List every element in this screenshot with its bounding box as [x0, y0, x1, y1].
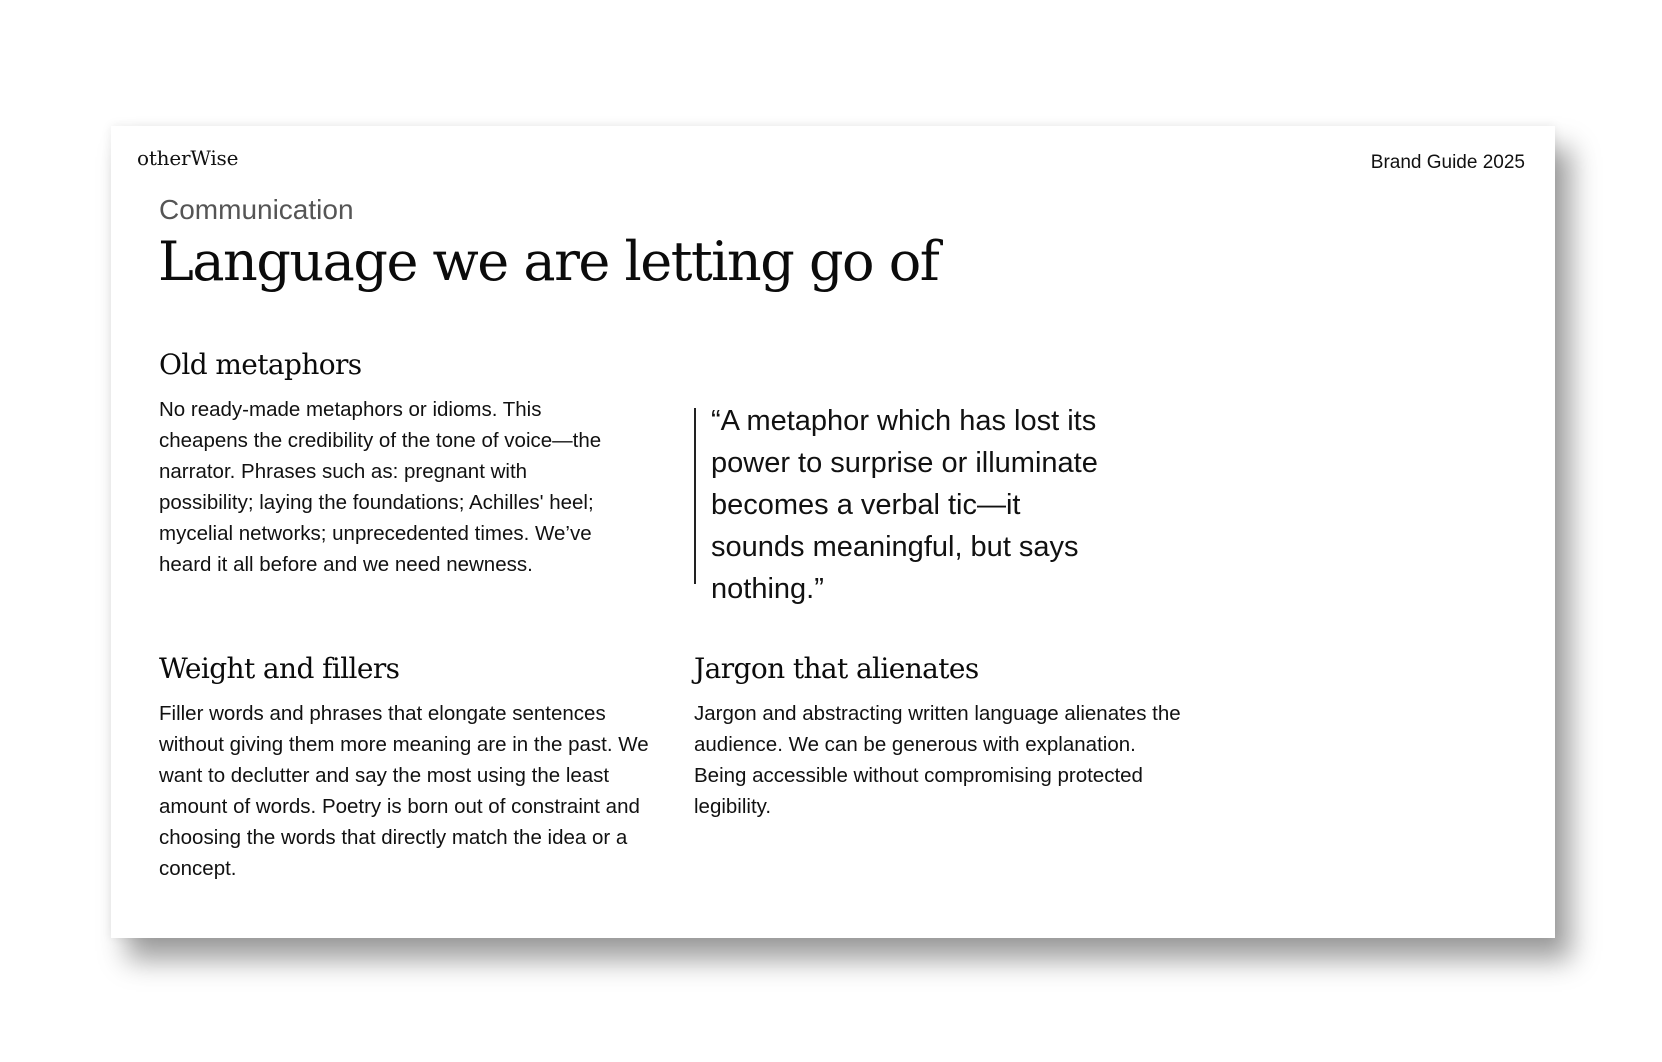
quote-bar — [694, 408, 696, 584]
brand-logo: otherWise — [137, 146, 239, 170]
heading-jargon: Jargon that alienates — [694, 652, 979, 685]
slide — [111, 126, 1555, 938]
page-title: Language we are letting go of — [158, 230, 939, 293]
section-label: Communication — [159, 194, 354, 225]
heading-weight-and-fillers: Weight and fillers — [159, 652, 400, 685]
body-weight-and-fillers: Filler words and phrases that elongate sentences without giving them more meaning are in the past. We want to declutter and say the most using the least amount of words. Poetry is born out of constraint and choosing the words that directly match the idea or a concept. — [159, 702, 649, 880]
document-title: Brand Guide 2025 — [1370, 152, 1525, 173]
heading-old-metaphors: Old metaphors — [159, 348, 362, 381]
body-old-metaphors: No ready-made metaphors or idioms. This cheapens the credibility of the tone of voice—the narrator. Phrases such as: pregnant with possibility; laying the foundations; Achilles' heel; mycelial networks; unprecedented times. We’ve heard it all before and we need newness. — [159, 398, 602, 576]
body-jargon: Jargon and abstracting written language alienates the audience. We can be generous with explanation. Being accessible without compromising protected legibility. — [694, 702, 1181, 818]
quote-text: “A metaphor which has lost its power to surprise or illuminate becomes a verbal tic—it sounds meaningful, but says nothing.” — [711, 405, 1098, 605]
